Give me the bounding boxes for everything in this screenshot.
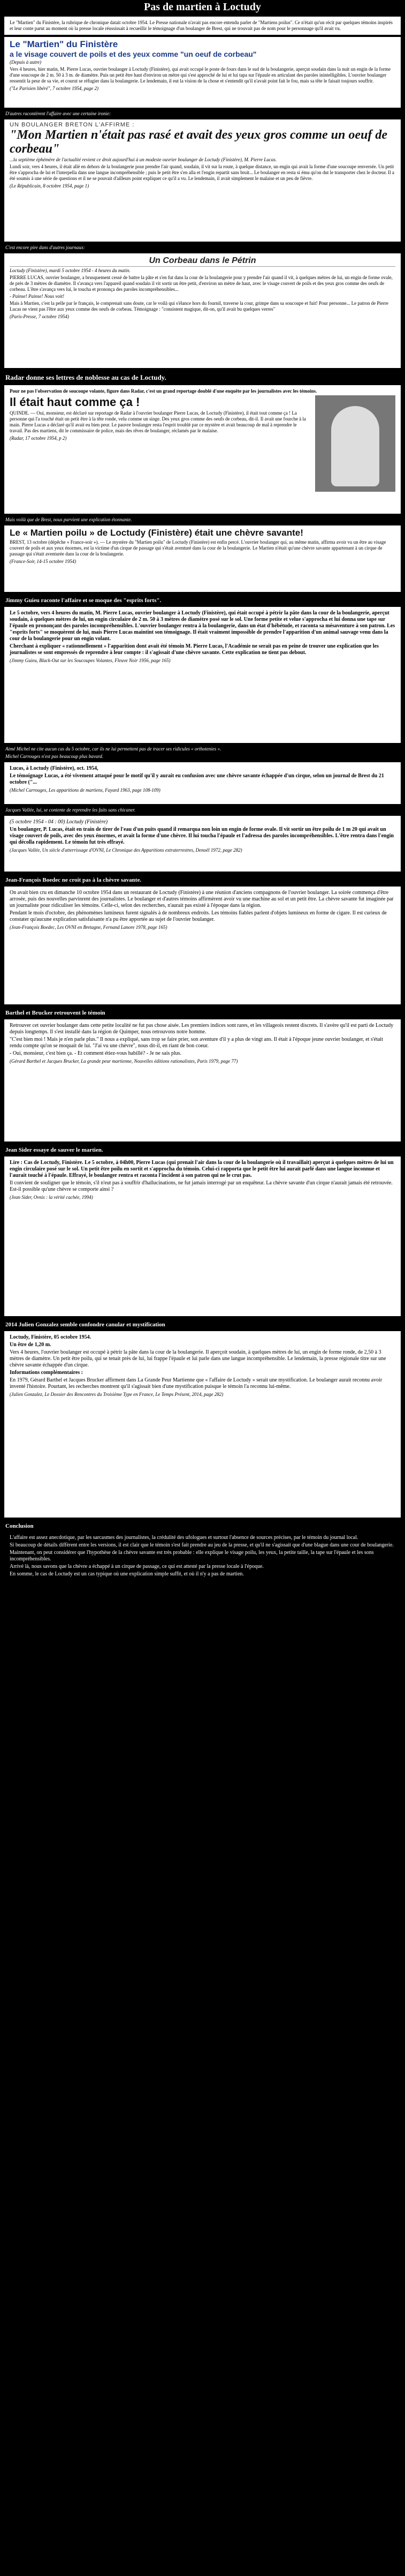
note-3: Aimé Michel ne cite aucun cas du 5 octobre, car ils ne lui permettent pas de tracer ses ridicules « orthotenies ». [5,746,221,752]
jimmy-body: Le 5 octobre, vers 4 heures du matin, M. Pierre Lucas, ouvrier boulanger à Loctudy (Finistère), qui était occupé à pétrir la pâte dans la cour de la boulangerie, aperçut soudain, à quelques mètres de lui, un engin circulaire de 2 m. 50 à 3 mètres de diamètre posé sur le sol. Une forme petite et velue s'approcha et lui donna une tape sur l'épaule en prononçant des paroles incompréhensibles. L'ouvrier boulanger rentra à la boulangerie, dans un état d'hébétude, et raconta sa mésaventure à son patron. Les "esprits forts" se moquèrent de lui, mais Pierre Lucas maintint son témoignage. Il était vraiment impossible de prendre l'apparition d'un animal sauvage venu dans la cour de la boulangerie pour un engin volant. [10,610,395,642]
article-3-banner: Un Corbeau dans le Pétrin [10,256,395,267]
conclusion-p4: Arrivé là, nous savons que la chèvre a échappé à un cirque de passage, ce qui est attesté par la presse locale à l'époque. [10,1564,264,1569]
section-jimmy [4,607,401,743]
sider-more: Il convient de souligner que le témoin, s'il n'eut pas à souffrir d'hallucinations, ne fut jamais interrogé par un enquêteur. La chèvre savante d'un cirque n'aurait jamais été retrouvée. Est-il possible qu'une chèvre se comporte ainsi ? [10,1180,393,1192]
article-6 [4,816,401,872]
section-boedec [4,887,401,1004]
section-barthel [4,1019,401,1141]
article-1-headline: Le "Martien" du Finistère [10,39,118,49]
barthel-source: (Gérard Barthel et Jacques Brucker, La grande peur martienne, Nouvelles éditions rationalistes, Paris 1979, page 77) [10,1058,238,1064]
article-1-byline: (Depuis à autre) [10,59,42,65]
note-4: Michel Carrouges n'est pas beaucoup plus bavard. [5,754,103,759]
page-title: Pas de martien à Loctudy [144,1,261,13]
radar-headline: Il était haut comme ça ! [10,395,140,409]
section-jimmy-heading: Jimmy Guieu raconte l'affaire et se moque des "esprits forts". [5,597,162,604]
article-1-source: ("Le Parisien libéré", 7 octobre 1954, page 2) [10,86,98,91]
article-6-source: (Jacques Vallée, Un siècle d'atterrissage d'OVNI, Le Chronique des Apparitions extraterrestres, Denoël 1972, page 282) [10,847,242,853]
article-2-body: Lundi soir, vers 4 heures, il était allé en dehors de la boulangerie pour prendre l'air quand, soudain, il vit sur la route, à quelque distance, un engin qui avait la forme d'une soucoupe renversée. Un petit être s'approcha de lui et l'interpella dans une langue incompréhensible ; puis le petit être s'en alla et l'engin repartit sans bruit... Le boulanger en resta si ému qu'on dut le transporter chez le docteur. Il a été soumis à une série de questions et il ne se pouvait d'ailleurs point expliquer ce qu'il a vu. Le lendemain, il avait simplement le malaise et un peu de fièvre. [10,164,394,181]
article-5 [4,762,401,804]
witness-figure [331,406,379,486]
article-1-body: Vers 4 heures, hier matin, M. Pierre Lucas, ouvrier boulanger à Loctudy (Finistère), qui avait occupé le poste de fours dans le sud de la boulangerie, aperçut soudain dans la nuit un engin de la forme d'une soucoupe de 2 m. 50 à 3 m. de diamètre. Puis un petit être haut d'environ un mètre qui s'est approché de lui et lui tapa sur l'épaule en articulant des paroles inintelligibles. L'ouvrier boulanger ressentit la peur de sa vie, et courut se réfugier dans la boulangerie. Le lendemain, il eut la vision de la chose et s'entendit qu'il n'avait point fait le fou, mais sa tête le faisait toujours souffrir. [10,66,391,84]
sider-body: Lire : Cas de Loctudy, Finistère. Le 5 octobre, à 04h00, Pierre Lucas (qui prenait l'air dans la cour de la boulangerie où il travaillait) aperçut à quelques mètres de lui un engin circulaire posé sur le sol. Un petit être poilu en sortit et s'approcha du témoin. Celui-ci rapporta que le petit être lui aurait parlé dans une langue inconnue et l'aurait touché à l'épaule. Effrayé, le boulanger rentra et raconta l'incident à son patron qui ne le crut pas. [10,1160,394,1178]
conclusion [4,1531,401,1581]
article-4-body: BREST, 13 octobre (dépêche « France-soir »). — Le mystère du "Martien poilu" de Loctudy (Finistère) est enfin percé. L'ouvrier boulanger qui, au même matin, affirma avoir vu un être au visage couvert de poils et aux yeux énormes, est la victime d'un cirque de passage qui s'était aventuré dans la cour de la boulangerie. Le Martien n'était qu'une chèvre savante appartenant à un cirque de passage qui s'était aventurée dans la cour de la boulangerie. [10,539,386,557]
conclusion-heading: Conclusion [5,1523,34,1529]
boedec-body: On avait bien cru en dimanche 10 octobre 1954 dans un restaurant de Loctudy (Finistère) à une réunion d'anciens compagnons de l'ouvrier boulanger. La soirée commença d'être arrosée, puis des nouvelles parvinrent des journalistes. Le boulanger et d'autres témoins affirmèrent avoir vu une machine au sol et un petit être. La chèvre savante fut imaginée par un journaliste pour ridiculiser les témoins. Celle-ci, selon des recherches, n'aurait pas existé à l'époque dans la région. [10,890,394,908]
jimmy-source: (Jimmy Guieu, Black-Out sur les Soucoupes Volantes, Fleuve Noir 1956, page 165) [10,658,171,663]
radar-caption: Mais voilà que de Brest, nous parvient une explication étonnante. [5,517,132,522]
article-2-headline: "Mon Martien n'était pas rasé et avait des yeux gros comme un oeuf de corbeau" [10,128,387,156]
note-1: D'autres racontèrent l'affaire avec une certaine ironie: [5,111,111,116]
section-sider [4,1156,401,1316]
intro-text: Le "Martien" du Finistère, la rubrique de chronique datait octobre 1954. Le Presse nationale n'avait pas encore entendu parler de "Martiens poilus". Ce n'était qu'un récit par quelques témoins inspirés et leur conte parut au moment où la presse locale réussissait à recueillir le témoignage d'un boulanger de Brest, qui ne trouvait pas de nom pour le personnage qu'il avait vu. [10,20,393,31]
article-4-source: (France-Soir, 14-15 octobre 1954) [10,559,77,564]
boedec-source: (Jean-François Boedec, Les OVNI en Bretagne, Fernand Lanore 1978, page 165) [10,925,167,930]
sider-source: (Jean Sider, Ovnis : la vérité cachée, 1994) [10,1195,93,1200]
julien-subtitle: Un être de 1,20 m. [10,1342,51,1348]
conclusion-p5: En somme, le cas de Loctudy est un cas typique où une explication simple suffit, et où il n'y a pas de martien. [10,1571,244,1577]
article-2-kicker: UN BOULANGER BRETON L'AFFIRME : [10,122,135,128]
conclusion-p3: Maintenant, on peut considérer que l'hypothèse de la chèvre savante est très probable : elle explique le visage poilu, les yeux, la petite taille, la tape sur l'épaule et les sons incompréhensibles. [10,1550,374,1562]
julien-body: Vers 4 heures, l'ouvrier boulanger est occupé à pétrir la pâte dans la cour de la boulangerie. Il aperçoit soudain, à quelques mètres de lui, un engin de forme ronde, de 2,50 à 3 mètres de diamètre. Un petit être poilu, qui se tenait près de lui, lui frappe l'épaule et lui parle dans une langue incompréhensible. Le lendemain, la presse régionale titre sur une chèvre savante échappée d'un cirque. [10,1349,386,1368]
article-2-source: (Le Républicain, 8 octobre 1954, page 1) [10,183,89,189]
article-6-body: Un boulanger, P. Lucas, était en train de tirer de l'eau d'un puits quand il remarqua non loin un engin de forme ovale. Il vit sortir un être poilu de 1 m 20 qui avait un visage couvert de poils, avec des yeux énormes, et avait la forme d'une chèvre. Il lui toucha l'épaule et l'adressa des paroles incompréhensibles. L'être rentra dans l'engin qui décolla rapidement. Le témoin fut très effrayé. [10,827,394,845]
barthel-more: - Oui, monsieur, c'est bien ça. - Et comment étiez-vous habillé? - Je ne sais plus. [10,1050,182,1056]
note-2: C'est encore pire dans d'autres journaux: [5,245,85,250]
section-sider-heading: Jean Sider essaye de sauver le martien. [5,1147,103,1153]
article-4 [4,525,401,592]
article-1 [4,37,401,108]
julien-more: En 1979, Gérard Barthel et Jacques Brucker affirment dans La Grande Peur Martienne que « l'affaire de Loctudy » serait une mystification. Le boulanger aurait reconnu avoir inventé l'histoire. Pourtant, les recherches montrent qu'il s'agissait bien d'une mystification puisque le témoin l'a reconnu lui-même. [10,1377,383,1390]
boedec-more: Pendant le mois d'octobre, des phénomènes lumineux furent signalés à de nombreux endroits. Les témoins fiables parlent d'objets lumineux en forme de cigare. Il est curieux de constater qu'aucune explication satisfaisante n'a pu être apportée au sujet de l'ouvrier boulanger. [10,910,387,922]
article-2-lead: ...la septième éphémère de l'actualité revient ce droit aujourd'hui à un modeste ouvrier boulanger de Loctudy (Finistère), M. Pierre Lucas. [10,157,277,162]
article-1-subhead: a le visage couvert de poils et des yeux comme "un oeuf de corbeau" [10,50,257,58]
conclusion-p1: L'affaire est assez anecdotique, par les sarcasmes des journalistes, la crédulité des ufologues et surtout l'absence de sources précises, par le témoin du journal local. [10,1535,358,1541]
article-3-body: PIERRE LUCAS, ouvrier boulanger, a brusquement cessé de battre la pâte et s'en fut dans la cour de la boulangerie pour y prendre l'air quand il vit, à quelques mètres de lui, un engin de forme ovale, de près de 3 mètres de diamètre. Il s'avança vers l'appareil quand soudain il vit sortir un être petit, d'environ un mètre de haut, avec le visage couvert de poils et des yeux gros comme des oeufs de corbeau. L'être s'avança vers lui, le toucha et prononça des paroles incompréhensibles... [10,275,393,292]
julien-source: (Julien Gonzalez, Le Dossier des Rencontres du Troisième Type en France, Le Temps Présent, 2014, page 282) [10,1392,224,1397]
barthel-quote: "C'est bien moi ! Mais je n'en parle plus." Il nous a expliqué, sans trop se faire prier, son aventure d'il y a plus de vingt ans. Il était à l'époque jeune ouvrier boulanger, et s'était rendu compte qu'on se moquait de lui. "J'ai vu une chèvre", nous dit-il, en riant de bon coeur. [10,1037,383,1049]
radar-source: (Radar, 17 octobre 1954, p 2) [10,435,67,441]
radar-body: QUINDE. — Oui, monsieur, est déclaré sur reportage de Radar à l'ouvrier boulanger Pierre Lucas, de Loctudy (Finistère), il était tout comme ça ! La personne qui l'a touché était un petit être à la tête ronde, velu comme un singe. Des yeux gros comme des oeufs de corbeau, dit-il. Il avait une fourche à la main. Pierre Lucas a déclaré qu'il avait eu bien peur. Le pauvre boulanger resta l'esprit troublé par ce mystère et avait beaucoup de mal à reprendre le travail. Pas des martiens, dit le commissaire de police, mais des rêves de boulanger, réclamés par le malaise. [10,410,306,433]
article-3-quote: - Painse! Painse! Nous voit! [10,294,64,299]
article-3-source: (Paris-Presse, 7 octobre 1954) [10,314,69,319]
article-2 [4,119,401,242]
article-4-headline: Le « Martien poilu » de Loctudy (Finistère) était une chèvre savante! [10,528,303,538]
article-5-title: Lucas, à Loctudy (Finistère), oct. 1954, [10,765,98,771]
section-julien-heading: 2014 Julien Gonzalez semble confondre canular et mystification [5,1321,165,1328]
section-boedec-heading: Jean-François Boedec ne croit pas à la chèvre savante. [5,877,142,883]
section-julien [4,1331,401,1518]
conclusion-p2: Si beaucoup de détails diffèrent entre les versions, il est clair que le témoin s'est fait prendre au jeu de la presse, et qu'il ne s'agissait que d'une blague dans une cour de boulangerie. [10,1542,394,1548]
article-3-closing: Mais à Martien, c'est la pelle par le français, le comprenait sans doute, car le voilà qui s'élance hors du fournil, traverse la cour, grimpe dans sa soucoupe et fuit! Pour personne... Le patron de Pierre Lucas ne vient pas l'être aux yeux comme des oeufs de corbeau. Témoignage : "consistent magique, dit-on, qu'il avait bu quelques verres" [10,301,388,312]
witness-photo [315,395,395,492]
section-barthel-heading: Barthel et Brucker retrouvent le témoin [5,1010,105,1016]
section-radar-heading: Radar donne ses lettres de noblesse au cas de Loctudy. [5,373,166,381]
article-5-body: Le témoignage Lucas, a été vivement attaqué pour le motif qu'il y aurait eu confusion avec une chèvre savante échappée d'un cirque, selon un journal de Brest du 21 octobre ("... [10,773,384,785]
article-3-byline: Loctudy (Finistère), mardi 5 octobre 1954 - 4 heures du matin. [10,268,131,273]
article-3 [4,253,401,368]
julien-title: Loctudy, Finistère, 05 octobre 1954. [10,1334,91,1340]
jimmy-more: Cherchant à expliquer « rationnellement » l'apparition dont avait été témoin M. Pierre Lucas, l'Académie ne serait pas en peine de trouver une explication que les journalistes se sont empressés de reprendre à leur compte : il s'agissait d'une chèvre savante. Cette explication ne tient pas debout. [10,643,379,656]
section-radar [4,385,401,514]
article-5-source: (Michel Carrouges, Les apparitions de martiens, Fayard 1963, page 108-109) [10,787,161,793]
julien-complements: Informations complémentaires : [10,1370,83,1376]
note-5: Jacques Vallée, lui, se contente de reprendre les faits sans chicaner. [5,807,136,813]
radar-intro: Pour ne pas l'observation de soucoupe volante, figure dans Radar, c'est un grand reportage doublé d'une enquête par les journalistes avec les témoins. [10,388,317,394]
intro-box [4,17,401,35]
article-6-title: (5 octobre 1954 - 04 : 00) Loctudy (Finistère) [10,819,108,825]
barthel-body: Retrouver cet ouvrier boulanger dans cette petite localité ne fut pas chose aisée. Les premiers indices sont rares, et les villageois restent discrets. Il s'avère qu'il est parti de Loctudy depuis longtemps. Il s'est installé dans la région de Quimper, nous retrouvons notre homme. [10,1023,394,1035]
